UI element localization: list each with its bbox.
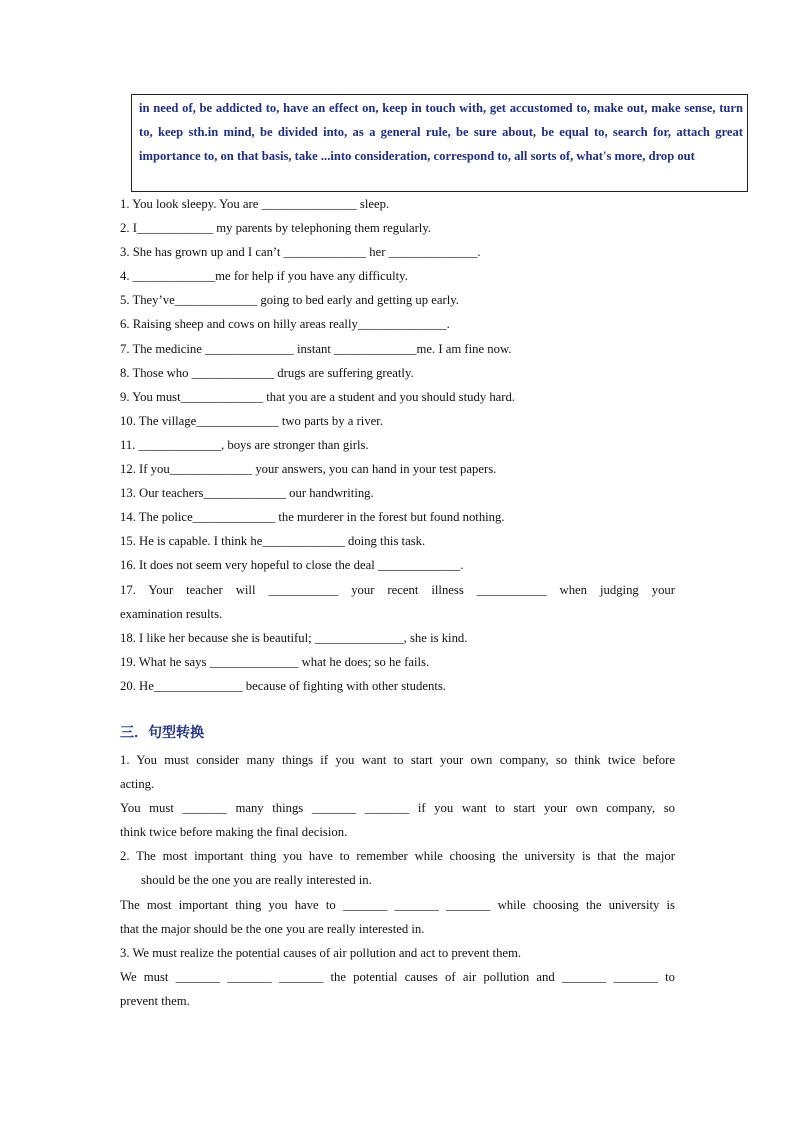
transform-line: 1. You must consider many things if you want to start your own company, so think twice before bbox=[120, 753, 675, 767]
exercise-line: 11. _____________, boys are stronger than girls. bbox=[120, 437, 369, 452]
exercise-line: 10. The village_____________ two parts by a river. bbox=[120, 413, 383, 428]
exercise-line: 7. The medicine ______________ instant _____________me. I am fine now. bbox=[120, 341, 512, 356]
phrase-bank-box bbox=[131, 94, 748, 192]
exercise-line: 6. Raising sheep and cows on hilly areas really______________. bbox=[120, 317, 450, 332]
transform-line: 2. The most important thing you have to remember while choosing the university is that the major bbox=[120, 849, 675, 864]
exercise-line: 15. He is capable. I think he_____________ doing this task. bbox=[120, 534, 426, 549]
transform-line: prevent them. bbox=[120, 993, 190, 1008]
fill-in-exercises bbox=[120, 192, 675, 698]
transform-line: 3. We must realize the potential causes of air pollution and act to prevent them. bbox=[120, 945, 522, 960]
section-title: 三．句型转换 bbox=[120, 726, 204, 741]
transform-line: that the major should be the one you are really interested in. bbox=[120, 921, 425, 936]
phrase-bank-text: in need of, be addicted to, have an effect on, keep in touch with, get accustomed to, make out, make sense, turn to, keep sth.in mind, be divided into, as a general rule, be sure about, be equal to, search for, attach great importance to, on that basis, take ...into consideration, correspond to, all sorts of, what's more, drop out bbox=[139, 101, 743, 164]
exercise-line: 9. You must_____________ that you are a student and you should study hard. bbox=[120, 389, 516, 404]
transform-line: We must _______ _______ _______ the potential causes of air pollution and _______ _______ to bbox=[120, 969, 675, 984]
exercise-line: 13. Our teachers_____________ our handwriting. bbox=[120, 486, 374, 501]
transform-line: The most important thing you have to _______ _______ _______ while choosing the university is bbox=[120, 897, 675, 912]
exercise-line: 1. You look sleepy. You are _______________ sleep. bbox=[120, 197, 390, 211]
exercise-line: 17. Your teacher will ___________ your recent illness ___________ when judging your bbox=[120, 582, 675, 597]
transform-line: should be the one you are really interested in. bbox=[141, 873, 372, 888]
exercise-line: 2. I____________ my parents by telephoning them regularly. bbox=[120, 221, 432, 236]
exercise-line: 19. What he says ______________ what he does; so he fails. bbox=[120, 654, 430, 669]
exercise-line: 20. He______________ because of fighting with other students. bbox=[120, 678, 446, 693]
exercise-line: 4. _____________me for help if you have any difficulty. bbox=[120, 269, 408, 284]
exercise-line: 16. It does not seem very hopeful to close the deal _____________. bbox=[120, 558, 464, 573]
exercise-line: 12. If you_____________ your answers, you can hand in your test papers. bbox=[120, 462, 497, 477]
exercise-line: 5. They’ve_____________ going to bed early and getting up early. bbox=[120, 293, 459, 308]
exercise-line: examination results. bbox=[120, 606, 223, 621]
exercise-line: 14. The police_____________ the murderer in the forest but found nothing. bbox=[120, 510, 505, 525]
transform-line: think twice before making the final decision. bbox=[120, 825, 348, 840]
exercise-line: 8. Those who _____________ drugs are suffering greatly. bbox=[120, 365, 414, 380]
transform-line: acting. bbox=[120, 777, 155, 792]
transform-line: You must _______ many things _______ _______ if you want to start your own company, so bbox=[120, 801, 675, 816]
exercise-line: 18. I like her because she is beautiful; ______________, she is kind. bbox=[120, 630, 468, 645]
exercise-line: 3. She has grown up and I can’t _____________ her ______________. bbox=[120, 245, 481, 260]
sentence-transformation bbox=[120, 748, 675, 1013]
